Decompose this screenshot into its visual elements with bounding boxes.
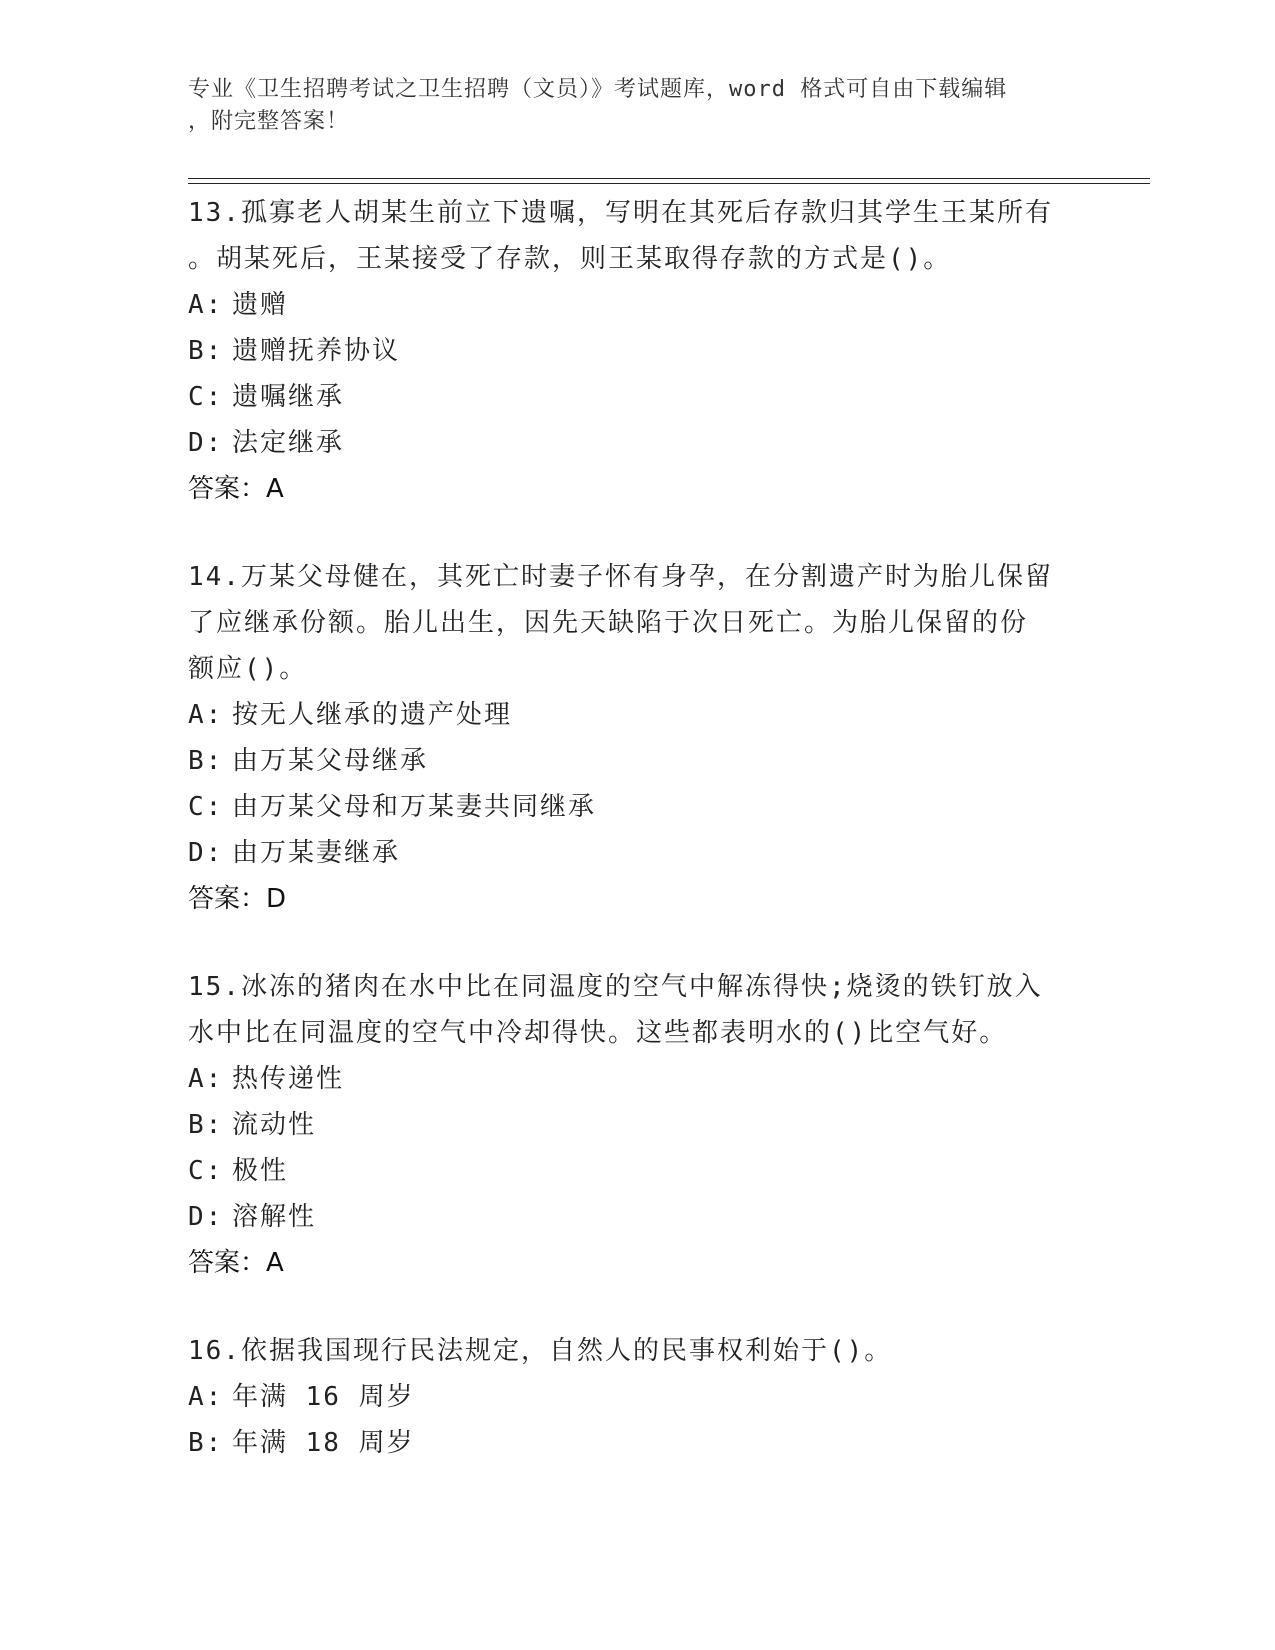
- option-a: [188, 692, 1108, 738]
- option-text: 溶解性: [232, 1202, 317, 1232]
- option-c: [188, 374, 1108, 420]
- option-c: [188, 1148, 1108, 1194]
- question-stem-line: 水中比在同温度的空气中冷却得快。这些都表明水的()比空气好。: [188, 1018, 1008, 1048]
- question-list: [188, 190, 1108, 1508]
- question-stem-line: 14.万某父母健在，其死亡时妻子怀有身孕，在分割遗产时为胎儿保留: [188, 562, 1053, 592]
- option-letter: A:: [188, 700, 224, 730]
- header-line-2: ，附完整答案！: [188, 109, 350, 134]
- option-text: 流动性: [232, 1110, 317, 1140]
- question-16: [188, 1328, 1108, 1466]
- option-b: [188, 1420, 1108, 1466]
- option-text: 遗嘱继承: [232, 382, 345, 412]
- option-d: [188, 830, 1108, 876]
- option-b: [188, 738, 1108, 784]
- option-text: 热传递性: [232, 1064, 345, 1094]
- option-text: 由万某妻继承: [232, 838, 401, 868]
- answer-line: 答案：A: [188, 1248, 284, 1278]
- answer-line: 答案：A: [188, 474, 284, 504]
- option-text: 年满 16 周岁: [232, 1382, 415, 1412]
- option-letter: D:: [188, 1202, 224, 1232]
- option-letter: A:: [188, 1382, 224, 1412]
- option-letter: C:: [188, 1156, 224, 1186]
- option-letter: B:: [188, 336, 224, 366]
- option-b: [188, 1102, 1108, 1148]
- option-letter: A:: [188, 1064, 224, 1094]
- option-text: 年满 18 周岁: [232, 1428, 415, 1458]
- question-stem-line: 了应继承份额。胎儿出生，因先天缺陷于次日死亡。为胎儿保留的份: [188, 608, 1029, 638]
- header-divider-bottom: [188, 183, 1150, 184]
- option-letter: C:: [188, 382, 224, 412]
- option-text: 法定继承: [232, 428, 345, 458]
- option-letter: B:: [188, 1428, 224, 1458]
- question-stem-line: 额应()。: [188, 654, 308, 684]
- option-letter: C:: [188, 792, 224, 822]
- option-text: 由万某父母继承: [232, 746, 429, 776]
- option-c: [188, 784, 1108, 830]
- option-a: [188, 282, 1108, 328]
- option-b: [188, 328, 1108, 374]
- header-divider-top: [188, 178, 1150, 179]
- option-d: [188, 420, 1108, 466]
- option-text: 遗赠抚养协议: [232, 336, 401, 366]
- option-text: 按无人继承的遗产处理: [232, 700, 513, 730]
- option-a: [188, 1374, 1108, 1420]
- question-stem-line: 15.冰冻的猪肉在水中比在同温度的空气中解冻得快;烧烫的铁钉放入: [188, 972, 1043, 1002]
- question-13: [188, 190, 1108, 512]
- question-15: [188, 964, 1108, 1286]
- option-letter: D:: [188, 428, 224, 458]
- option-text: 极性: [232, 1156, 289, 1186]
- option-a: [188, 1056, 1108, 1102]
- answer-line: 答案：D: [188, 884, 287, 914]
- question-stem-line: 16.依据我国现行民法规定，自然人的民事权利始于()。: [188, 1336, 893, 1366]
- question-stem-line: 。胡某死后，王某接受了存款，则王某取得存款的方式是()。: [188, 244, 952, 274]
- option-letter: B:: [188, 746, 224, 776]
- option-text: 由万某父母和万某妻共同继承: [232, 792, 597, 822]
- question-14: [188, 554, 1108, 922]
- option-letter: D:: [188, 838, 224, 868]
- option-text: 遗赠: [232, 290, 289, 320]
- header-line-1: 专业《卫生招聘考试之卫生招聘（文员）》考试题库，word 格式可自由下载编辑: [188, 77, 1008, 102]
- option-letter: A:: [188, 290, 224, 320]
- option-d: [188, 1194, 1108, 1240]
- document-header-note: [188, 74, 1078, 138]
- question-stem-line: 13.孤寡老人胡某生前立下遗嘱，写明在其死后存款归其学生王某所有: [188, 198, 1053, 228]
- option-letter: B:: [188, 1110, 224, 1140]
